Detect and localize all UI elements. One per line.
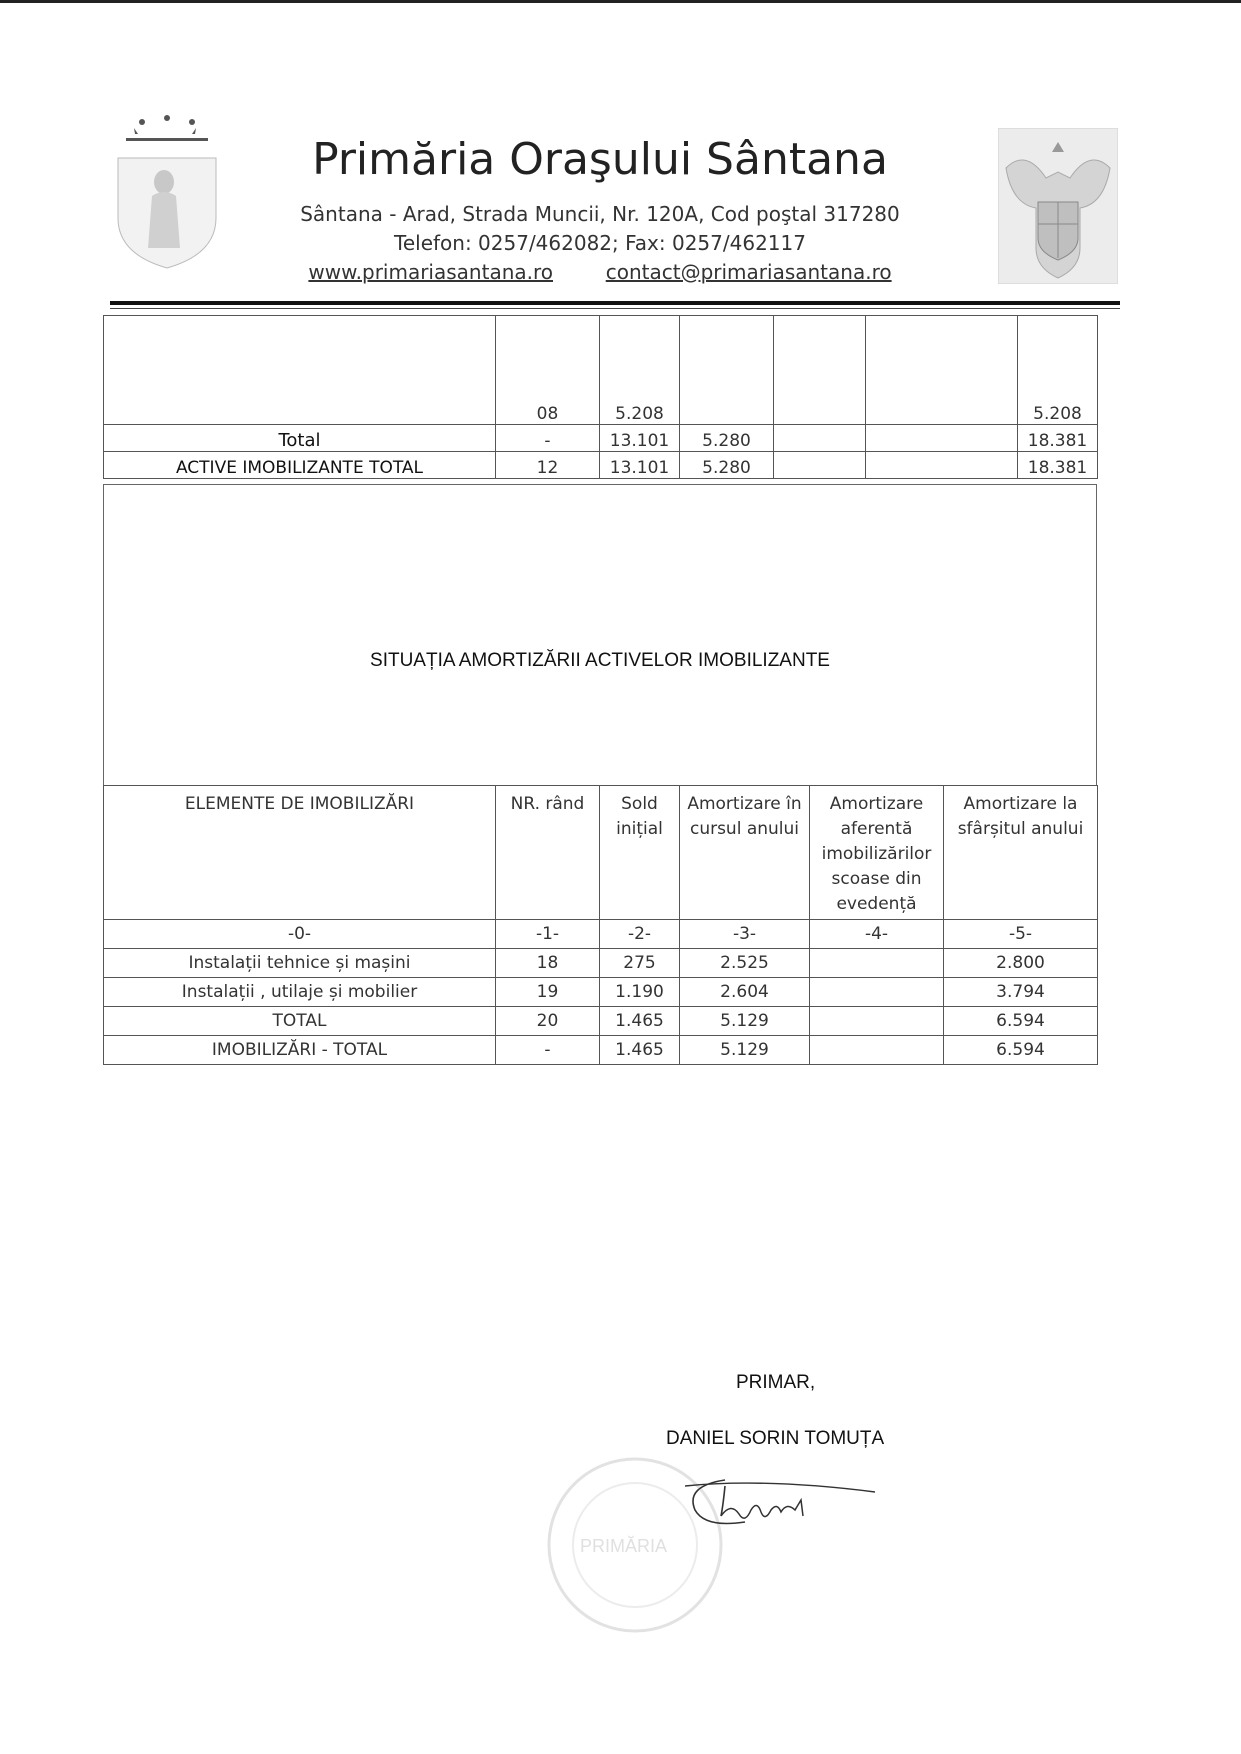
fixed-assets-table bbox=[103, 315, 1098, 479]
top-scan-edge bbox=[0, 0, 1241, 3]
cell-value: 2.800 bbox=[944, 949, 1098, 978]
column-header: Sold inițial bbox=[600, 786, 680, 920]
row-nr: 18 bbox=[496, 949, 600, 978]
cell-value bbox=[810, 1036, 944, 1065]
handwritten-signature-icon bbox=[665, 1468, 905, 1538]
cell-value: 18.381 bbox=[1018, 452, 1098, 479]
cell-value: 1.465 bbox=[600, 1007, 680, 1036]
cell-value: 3.794 bbox=[944, 978, 1098, 1007]
cell-value bbox=[810, 978, 944, 1007]
cell-value: 2.604 bbox=[680, 978, 810, 1007]
column-index: -2- bbox=[600, 920, 680, 949]
row-nr: 19 bbox=[496, 978, 600, 1007]
column-index-row bbox=[104, 920, 1098, 949]
section-title: SITUAȚIA AMORTIZĂRII ACTIVELOR IMOBILIZANTE bbox=[370, 650, 830, 671]
romania-coat-of-arms-icon bbox=[998, 128, 1118, 284]
stamp-text: PRIMĂRIA bbox=[580, 1536, 668, 1556]
cell-value: 6.594 bbox=[944, 1007, 1098, 1036]
column-index: -4- bbox=[810, 920, 944, 949]
header-rule bbox=[110, 301, 1120, 305]
cell-value: 5.129 bbox=[680, 1007, 810, 1036]
cell-value: 275 bbox=[600, 949, 680, 978]
column-header: Amortizare în cursul anului bbox=[680, 786, 810, 920]
row-nr: - bbox=[496, 1036, 600, 1065]
institution-phone-fax: Telefon: 0257/462082; Fax: 0257/462117 bbox=[394, 231, 806, 255]
row-label: Instalații , utilaje și mobilier bbox=[104, 978, 496, 1007]
column-index: -0- bbox=[104, 920, 496, 949]
cell-value bbox=[866, 452, 1018, 479]
cell-value bbox=[680, 316, 774, 425]
cell-value: 2.525 bbox=[680, 949, 810, 978]
row-nr: - bbox=[496, 425, 600, 452]
row-label: Total bbox=[104, 425, 496, 452]
cell-value: 13.101 bbox=[600, 425, 680, 452]
column-index: -1- bbox=[496, 920, 600, 949]
cell-value: 13.101 bbox=[600, 452, 680, 479]
cell-value: 5.208 bbox=[600, 316, 680, 425]
table-row bbox=[104, 978, 1098, 1007]
cell-value: 18.381 bbox=[1018, 425, 1098, 452]
column-header: Amortizare la sfârșitul anului bbox=[944, 786, 1098, 920]
row-nr: 20 bbox=[496, 1007, 600, 1036]
cell-value bbox=[866, 425, 1018, 452]
signer-name: DANIEL SORIN TOMUȚA bbox=[666, 1428, 885, 1449]
table-row bbox=[104, 425, 1098, 452]
table-row bbox=[104, 1007, 1098, 1036]
row-nr: 08 bbox=[496, 316, 600, 425]
cell-value: 5.280 bbox=[680, 452, 774, 479]
website-link[interactable]: www.primariasantana.ro bbox=[308, 260, 554, 284]
cell-value: 6.594 bbox=[944, 1036, 1098, 1065]
signer-role: PRIMAR, bbox=[736, 1372, 816, 1393]
table-row bbox=[104, 316, 1098, 425]
section-frame bbox=[103, 484, 1097, 786]
cell-value: 1.190 bbox=[600, 978, 680, 1007]
column-index: -5- bbox=[944, 920, 1098, 949]
row-label bbox=[104, 316, 496, 425]
cell-value bbox=[774, 452, 866, 479]
column-index: -3- bbox=[680, 920, 810, 949]
cell-value bbox=[866, 316, 1018, 425]
row-nr: 12 bbox=[496, 452, 600, 479]
table-row bbox=[104, 949, 1098, 978]
institution-title: Primăria Oraşului Sântana bbox=[312, 134, 888, 185]
cell-value bbox=[810, 949, 944, 978]
column-header: NR. rând bbox=[496, 786, 600, 920]
row-label: IMOBILIZĂRI - TOTAL bbox=[104, 1036, 496, 1065]
cell-value: 5.280 bbox=[680, 425, 774, 452]
table-row bbox=[104, 1036, 1098, 1065]
row-label: ACTIVE IMOBILIZANTE TOTAL bbox=[104, 452, 496, 479]
table-row bbox=[104, 452, 1098, 479]
column-header: ELEMENTE DE IMOBILIZĂRI bbox=[104, 786, 496, 920]
cell-value: 5.129 bbox=[680, 1036, 810, 1065]
header-rule-thin bbox=[110, 308, 1120, 309]
institution-contacts bbox=[240, 260, 960, 284]
depreciation-table bbox=[103, 785, 1098, 1065]
email-link[interactable]: contact@primariasantana.ro bbox=[605, 260, 892, 284]
row-label: Instalații tehnice și mașini bbox=[104, 949, 496, 978]
cell-value: 5.208 bbox=[1018, 316, 1098, 425]
institution-address: Sântana - Arad, Strada Muncii, Nr. 120A, Cod poştal 317280 bbox=[300, 202, 900, 226]
row-label: TOTAL bbox=[104, 1007, 496, 1036]
cell-value bbox=[810, 1007, 944, 1036]
cell-value: 1.465 bbox=[600, 1036, 680, 1065]
town-coat-of-arms-icon bbox=[104, 112, 230, 270]
table-header-row bbox=[104, 786, 1098, 920]
cell-value bbox=[774, 425, 866, 452]
cell-value bbox=[774, 316, 866, 425]
column-header: Amortizare aferentă imobilizărilor scoase din evedență bbox=[810, 786, 944, 920]
